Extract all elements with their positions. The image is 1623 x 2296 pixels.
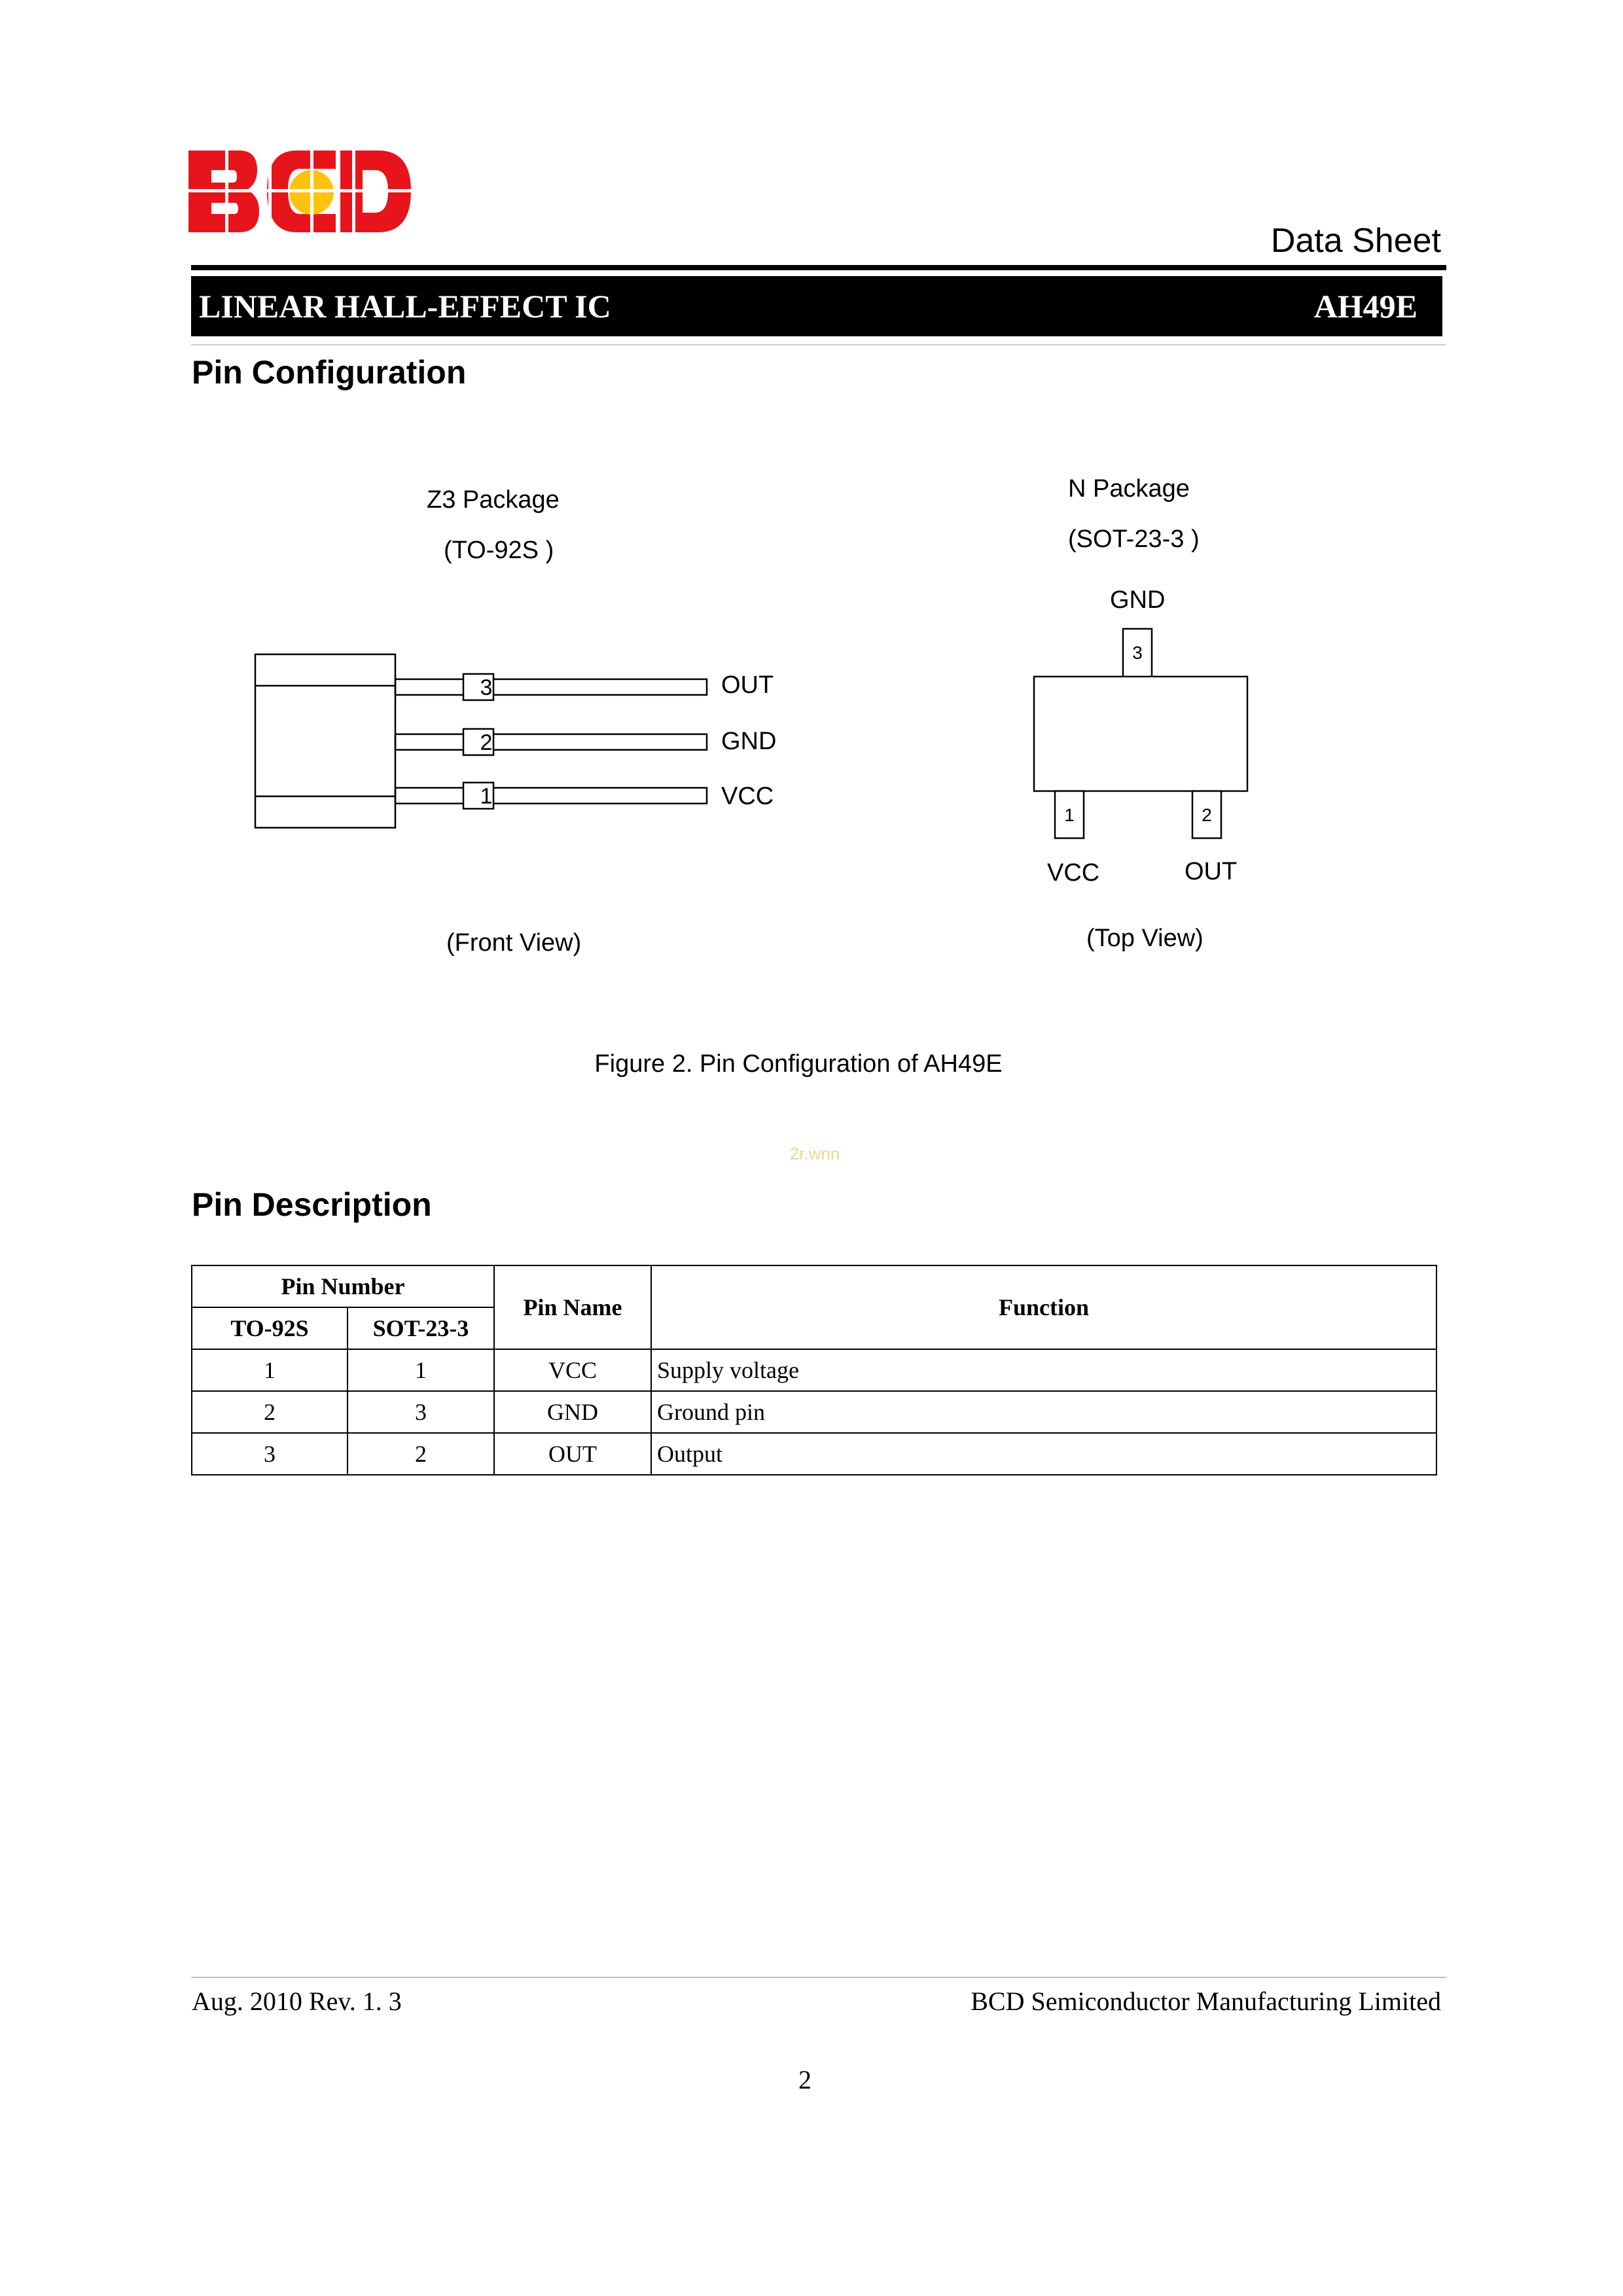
sot23-body bbox=[1034, 677, 1247, 791]
product-title: LINEAR HALL-EFFECT IC bbox=[199, 288, 611, 325]
n-top-pin-number: 3 bbox=[1132, 643, 1143, 663]
sot23-header: SOT-23-3 bbox=[348, 1307, 494, 1349]
n-view-label: (Top View) bbox=[1086, 925, 1204, 952]
n-package-type: (SOT-23-3 ) bbox=[1068, 525, 1200, 553]
z3-package-label: Z3 Package bbox=[427, 486, 560, 514]
pin-description-table bbox=[191, 1265, 1437, 1475]
to92s-body bbox=[255, 654, 395, 828]
pin-name-cell: VCC bbox=[494, 1349, 651, 1391]
sot23-pin-cell: 2 bbox=[348, 1433, 494, 1475]
table-row bbox=[192, 1349, 1436, 1391]
table-row bbox=[192, 1391, 1436, 1433]
n-bottom-pin-number: 1 bbox=[1064, 805, 1075, 825]
z3-pin-number: 2 bbox=[480, 730, 493, 755]
part-number: AH49E bbox=[1313, 288, 1418, 325]
z3-package-type: (TO-92S ) bbox=[444, 537, 554, 564]
n-package-label: N Package bbox=[1068, 475, 1190, 503]
document-type: Data Sheet bbox=[1270, 222, 1441, 260]
z3-pin-name: VCC bbox=[721, 783, 774, 810]
z3-pin-name: GND bbox=[721, 728, 777, 755]
to92s-pin-cell: 2 bbox=[192, 1391, 348, 1433]
to92s-pin-cell: 3 bbox=[192, 1433, 348, 1475]
pin-number-header: Pin Number bbox=[192, 1265, 494, 1307]
to92s-header: TO-92S bbox=[192, 1307, 348, 1349]
sot23-pin-cell: 3 bbox=[348, 1391, 494, 1433]
figure-caption: Figure 2. Pin Configuration of AH49E bbox=[594, 1050, 1003, 1078]
header-rule bbox=[191, 265, 1446, 270]
pin-name-cell: OUT bbox=[494, 1433, 651, 1475]
watermark: 2r.wnn bbox=[789, 1144, 840, 1163]
footer-rule bbox=[191, 1977, 1446, 1978]
to92s-lead-2 bbox=[395, 734, 707, 750]
header-thin-rule bbox=[191, 344, 1446, 345]
function-cell: Output bbox=[651, 1433, 1436, 1475]
n-bottom-pin-number: 2 bbox=[1202, 805, 1212, 825]
table-row bbox=[192, 1433, 1436, 1475]
sot23-pin-cell: 1 bbox=[348, 1349, 494, 1391]
date-revision: Aug. 2010 Rev. 1. 3 bbox=[192, 1987, 402, 2016]
company-name: BCD Semiconductor Manufacturing Limited bbox=[971, 1987, 1441, 2016]
z3-pin-number: 3 bbox=[480, 675, 493, 700]
z3-pin-name: OUT bbox=[721, 671, 774, 699]
bcd-logo bbox=[188, 150, 411, 232]
page-number: 2 bbox=[798, 2065, 812, 2094]
pin-name-header: Pin Name bbox=[494, 1265, 651, 1349]
pin-name-cell: GND bbox=[494, 1391, 651, 1433]
z3-pin-number: 1 bbox=[480, 784, 493, 809]
function-cell: Ground pin bbox=[651, 1391, 1436, 1433]
n-bottom-pin-name: VCC bbox=[1047, 859, 1100, 887]
n-top-pin-name: GND bbox=[1110, 586, 1166, 614]
pin-configuration-heading: Pin Configuration bbox=[192, 354, 467, 391]
z3-view-label: (Front View) bbox=[446, 929, 582, 957]
to92s-pin-cell: 1 bbox=[192, 1349, 348, 1391]
function-cell: Supply voltage bbox=[651, 1349, 1436, 1391]
n-bottom-pin-name: OUT bbox=[1185, 858, 1238, 885]
to92s-lead-3 bbox=[395, 679, 707, 695]
function-header: Function bbox=[651, 1265, 1436, 1349]
pin-description-heading: Pin Description bbox=[192, 1186, 432, 1223]
to92s-lead-1 bbox=[395, 788, 707, 804]
title-bar bbox=[191, 276, 1442, 336]
